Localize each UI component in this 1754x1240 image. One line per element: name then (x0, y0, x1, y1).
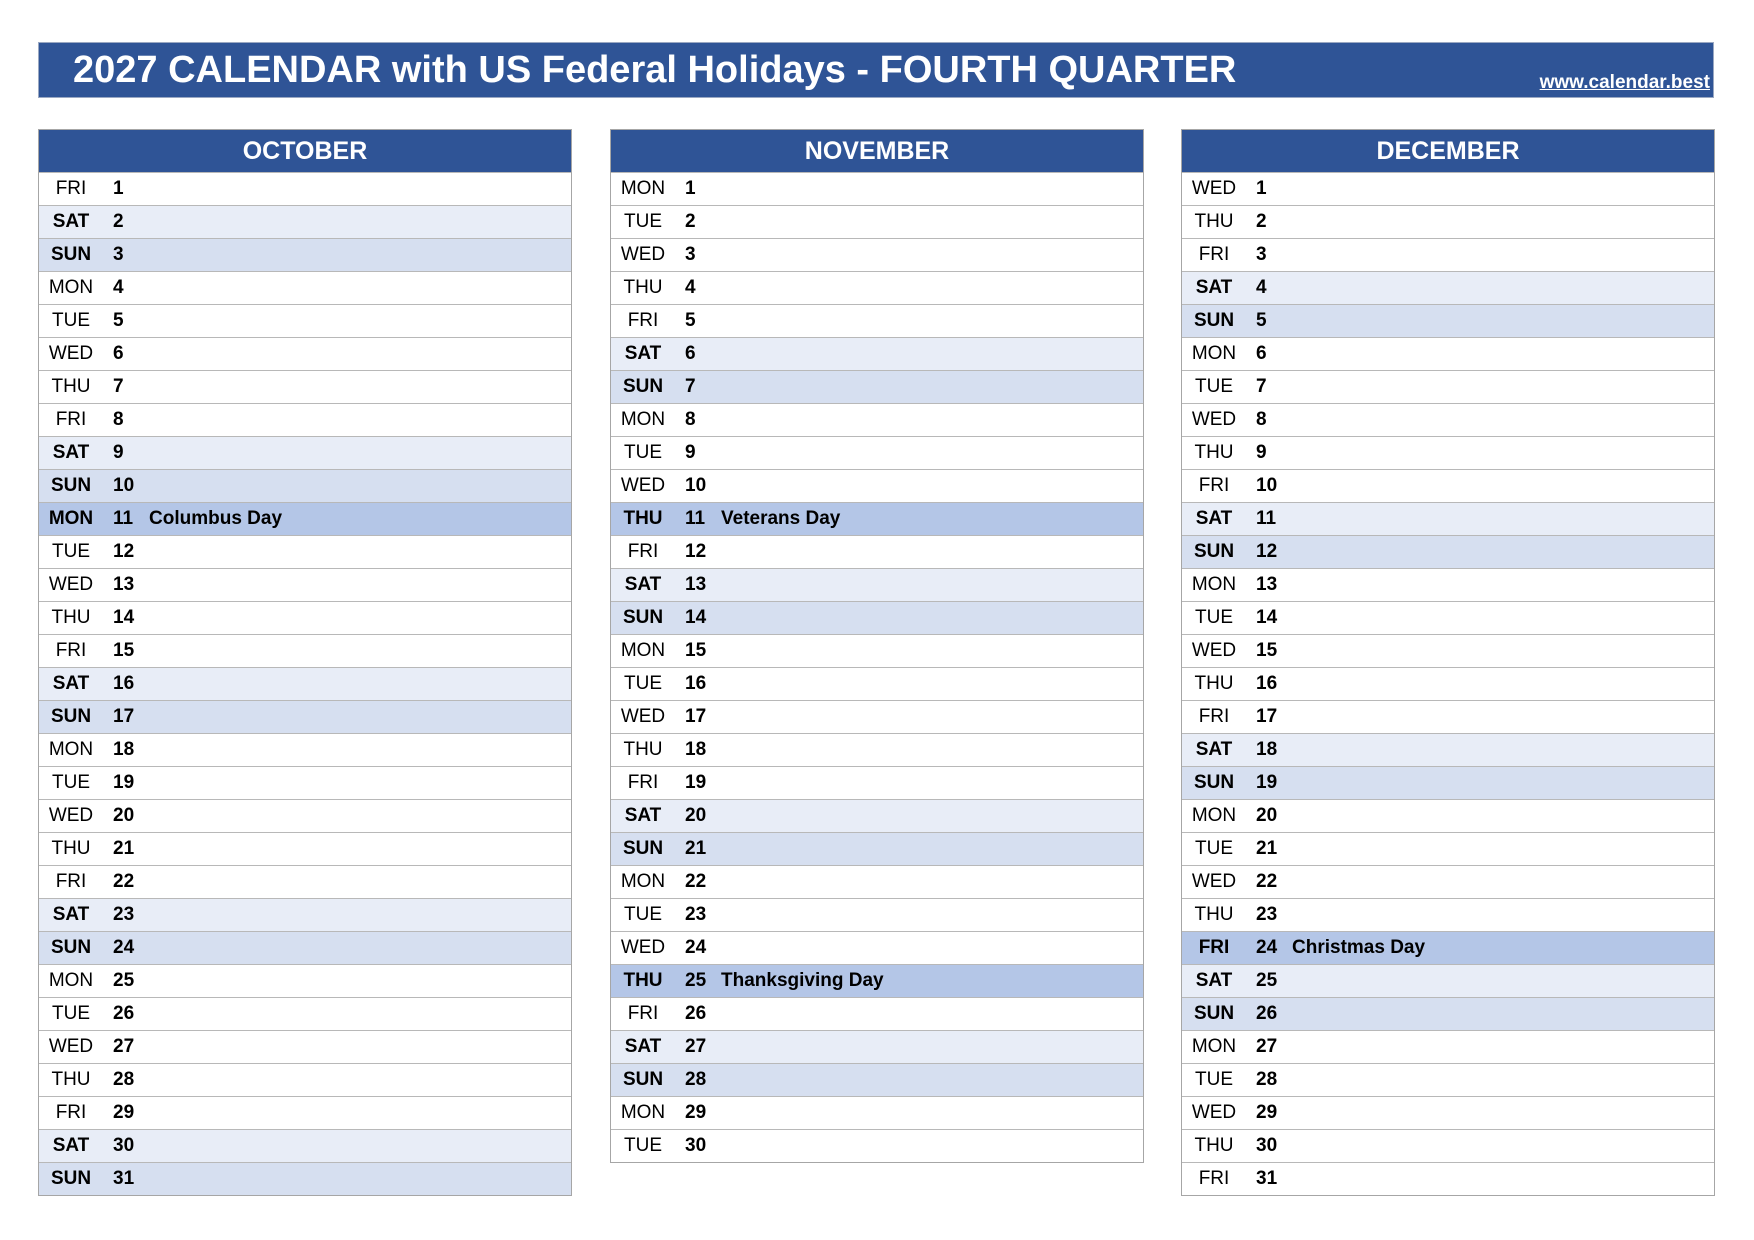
day-of-week: MON (48, 508, 94, 529)
day-row (39, 1063, 571, 1096)
day-number: 3 (685, 244, 696, 265)
day-of-week: SUN (1193, 541, 1235, 562)
holiday-name: Columbus Day (149, 508, 283, 529)
day-row (39, 766, 571, 799)
day-of-week: SAT (52, 442, 90, 463)
day-row (1182, 832, 1714, 865)
day-row (611, 898, 1143, 931)
day-of-week: MON (620, 640, 666, 661)
day-number: 22 (1256, 871, 1278, 892)
day-of-week: FRI (55, 871, 87, 892)
day-row (1182, 1063, 1714, 1096)
day-number: 2 (1256, 211, 1267, 232)
day-of-week: MON (48, 970, 94, 991)
day-row (39, 403, 571, 436)
day-row (39, 205, 571, 238)
day-number: 28 (685, 1069, 707, 1090)
day-of-week: SUN (50, 706, 92, 727)
day-number: 1 (1256, 178, 1267, 199)
day-number: 22 (113, 871, 135, 892)
day-of-week: WED (48, 805, 94, 826)
day-row (611, 865, 1143, 898)
day-row (1182, 205, 1714, 238)
day-number: 23 (1256, 904, 1278, 925)
day-number: 3 (1256, 244, 1267, 265)
day-row (611, 601, 1143, 634)
day-row (39, 931, 571, 964)
day-number: 16 (1256, 673, 1278, 694)
month-header: NOVEMBER (611, 130, 1143, 172)
day-number: 9 (113, 442, 124, 463)
day-row (1182, 337, 1714, 370)
day-number: 20 (113, 805, 135, 826)
day-row (1182, 1129, 1714, 1162)
day-number: 21 (685, 838, 707, 859)
day-number: 28 (113, 1069, 135, 1090)
day-row (39, 535, 571, 568)
day-row (611, 832, 1143, 865)
day-row (39, 172, 571, 205)
day-number: 8 (1256, 409, 1267, 430)
day-row (39, 436, 571, 469)
day-number: 15 (113, 640, 135, 661)
day-of-week: SAT (1195, 970, 1233, 991)
day-number: 4 (1256, 277, 1267, 298)
month-december (1181, 129, 1715, 1196)
day-number: 5 (1256, 310, 1267, 331)
day-number: 20 (685, 805, 707, 826)
day-number: 18 (685, 739, 707, 760)
day-number: 8 (685, 409, 696, 430)
day-of-week: SAT (624, 343, 662, 364)
day-of-week: SUN (50, 937, 92, 958)
day-of-week: MON (620, 871, 666, 892)
day-row (1182, 535, 1714, 568)
day-number: 30 (685, 1135, 707, 1156)
day-of-week: TUE (1195, 1069, 1233, 1090)
day-row (39, 370, 571, 403)
day-number: 28 (1256, 1069, 1278, 1090)
day-of-week: THU (51, 376, 91, 397)
day-of-week: WED (1191, 640, 1237, 661)
day-number: 4 (685, 277, 696, 298)
day-of-week: FRI (627, 310, 659, 331)
day-of-week: FRI (1198, 244, 1230, 265)
day-number: 6 (113, 343, 124, 364)
day-row (39, 964, 571, 997)
day-row (39, 601, 571, 634)
holiday-row (1182, 931, 1714, 964)
month-october (38, 129, 572, 1196)
day-of-week: WED (1191, 178, 1237, 199)
day-row (611, 271, 1143, 304)
day-number: 24 (685, 937, 707, 958)
day-number: 14 (685, 607, 707, 628)
day-row (39, 898, 571, 931)
day-row (1182, 997, 1714, 1030)
day-of-week: FRI (1198, 937, 1230, 958)
day-row (611, 436, 1143, 469)
day-row (611, 1030, 1143, 1063)
day-row (611, 337, 1143, 370)
day-of-week: FRI (55, 178, 87, 199)
day-row (611, 799, 1143, 832)
day-number: 6 (1256, 343, 1267, 364)
day-number: 14 (113, 607, 135, 628)
day-of-week: MON (1191, 574, 1237, 595)
day-of-week: MON (620, 178, 666, 199)
day-of-week: THU (1194, 673, 1234, 694)
day-row (1182, 238, 1714, 271)
day-of-week: WED (620, 706, 666, 727)
day-list (611, 172, 1143, 1162)
day-number: 29 (1256, 1102, 1278, 1123)
day-number: 20 (1256, 805, 1278, 826)
day-row (611, 733, 1143, 766)
month-header: DECEMBER (1182, 130, 1714, 172)
day-row (39, 667, 571, 700)
day-row (611, 766, 1143, 799)
day-of-week: WED (48, 574, 94, 595)
day-number: 27 (1256, 1036, 1278, 1057)
day-of-week: THU (623, 508, 663, 529)
day-number: 9 (685, 442, 696, 463)
day-of-week: FRI (627, 1003, 659, 1024)
day-of-week: MON (1191, 343, 1237, 364)
day-of-week: SUN (1193, 1003, 1235, 1024)
day-row (1182, 568, 1714, 601)
day-number: 18 (1256, 739, 1278, 760)
day-row (39, 1129, 571, 1162)
day-row (39, 799, 571, 832)
day-of-week: THU (623, 970, 663, 991)
day-of-week: THU (1194, 904, 1234, 925)
page-title: 2027 CALENDAR with US Federal Holidays - FOURTH QUARTER (73, 49, 1237, 91)
day-of-week: WED (48, 1036, 94, 1057)
day-of-week: THU (1194, 211, 1234, 232)
day-number: 9 (1256, 442, 1267, 463)
day-row (1182, 403, 1714, 436)
day-of-week: TUE (624, 211, 662, 232)
day-of-week: TUE (52, 541, 90, 562)
day-of-week: TUE (624, 1135, 662, 1156)
day-of-week: SUN (622, 376, 664, 397)
day-of-week: FRI (55, 640, 87, 661)
day-number: 25 (113, 970, 135, 991)
day-number: 14 (1256, 607, 1278, 628)
day-of-week: MON (620, 1102, 666, 1123)
day-number: 6 (685, 343, 696, 364)
day-number: 27 (685, 1036, 707, 1057)
day-of-week: SAT (52, 1135, 90, 1156)
day-of-week: WED (1191, 871, 1237, 892)
day-number: 21 (1256, 838, 1278, 859)
day-of-week: WED (620, 244, 666, 265)
month-header: OCTOBER (39, 130, 571, 172)
day-row (1182, 634, 1714, 667)
day-row (1182, 898, 1714, 931)
day-row (39, 634, 571, 667)
day-number: 18 (113, 739, 135, 760)
day-row (39, 1030, 571, 1063)
day-row (39, 238, 571, 271)
day-row (611, 238, 1143, 271)
day-of-week: WED (48, 343, 94, 364)
day-of-week: FRI (55, 409, 87, 430)
day-row (1182, 172, 1714, 205)
day-number: 16 (113, 673, 135, 694)
day-number: 13 (1256, 574, 1278, 595)
day-row (1182, 1162, 1714, 1195)
day-number: 13 (113, 574, 135, 595)
day-row (611, 568, 1143, 601)
day-number: 26 (685, 1003, 707, 1024)
day-of-week: THU (623, 277, 663, 298)
day-of-week: MON (48, 739, 94, 760)
day-of-week: THU (623, 739, 663, 760)
day-of-week: TUE (52, 772, 90, 793)
holiday-row (611, 964, 1143, 997)
day-number: 25 (1256, 970, 1278, 991)
day-of-week: THU (51, 838, 91, 859)
day-number: 1 (113, 178, 124, 199)
day-number: 11 (1256, 508, 1277, 529)
day-number: 2 (113, 211, 124, 232)
day-row (1182, 865, 1714, 898)
day-number: 24 (113, 937, 135, 958)
day-row (1182, 304, 1714, 337)
day-number: 3 (113, 244, 124, 265)
day-row (39, 304, 571, 337)
day-number: 27 (113, 1036, 135, 1057)
day-row (39, 997, 571, 1030)
holiday-row (39, 502, 571, 535)
day-number: 30 (113, 1135, 135, 1156)
day-number: 19 (1256, 772, 1278, 793)
day-number: 30 (1256, 1135, 1278, 1156)
day-of-week: SAT (1195, 277, 1233, 298)
day-number: 29 (685, 1102, 707, 1123)
day-row (39, 700, 571, 733)
day-row (1182, 601, 1714, 634)
month-november (610, 129, 1144, 1163)
day-list (39, 172, 571, 1195)
day-row (1182, 469, 1714, 502)
holiday-name: Thanksgiving Day (721, 970, 884, 991)
day-of-week: FRI (627, 541, 659, 562)
day-of-week: WED (1191, 1102, 1237, 1123)
day-of-week: THU (1194, 442, 1234, 463)
day-of-week: SUN (50, 475, 92, 496)
day-number: 19 (113, 772, 135, 793)
day-row (611, 997, 1143, 1030)
day-number: 23 (685, 904, 707, 925)
day-number: 31 (1256, 1168, 1278, 1189)
day-number: 17 (1256, 706, 1278, 727)
day-number: 5 (685, 310, 696, 331)
day-row (1182, 733, 1714, 766)
day-number: 21 (113, 838, 135, 859)
day-of-week: MON (1191, 1036, 1237, 1057)
day-row (39, 733, 571, 766)
day-of-week: FRI (55, 1102, 87, 1123)
holiday-name: Veterans Day (721, 508, 841, 529)
day-row (39, 865, 571, 898)
day-of-week: TUE (52, 310, 90, 331)
day-number: 26 (1256, 1003, 1278, 1024)
day-number: 1 (685, 178, 696, 199)
day-number: 7 (1256, 376, 1267, 397)
day-number: 25 (685, 970, 707, 991)
day-of-week: SAT (1195, 508, 1233, 529)
day-row (39, 1096, 571, 1129)
day-number: 12 (685, 541, 707, 562)
day-row (39, 271, 571, 304)
day-number: 29 (113, 1102, 135, 1123)
day-row (611, 667, 1143, 700)
day-row (1182, 502, 1714, 535)
day-row (611, 1063, 1143, 1096)
day-row (1182, 1030, 1714, 1063)
day-number: 11 (113, 508, 134, 529)
day-row (611, 1096, 1143, 1129)
day-row (39, 832, 571, 865)
day-number: 2 (685, 211, 696, 232)
day-number: 23 (113, 904, 135, 925)
day-of-week: WED (620, 475, 666, 496)
day-of-week: SUN (622, 607, 664, 628)
day-number: 13 (685, 574, 707, 595)
day-of-week: FRI (1198, 475, 1230, 496)
day-of-week: SUN (1193, 772, 1235, 793)
site-link[interactable]: www.calendar.best (1539, 72, 1710, 93)
day-of-week: SUN (622, 838, 664, 859)
day-number: 5 (113, 310, 124, 331)
day-number: 10 (1256, 475, 1278, 496)
day-of-week: WED (620, 937, 666, 958)
day-of-week: SAT (624, 1036, 662, 1057)
day-of-week: SAT (52, 211, 90, 232)
day-number: 10 (113, 475, 135, 496)
day-of-week: TUE (1195, 838, 1233, 859)
day-row (611, 1129, 1143, 1162)
day-of-week: THU (51, 607, 91, 628)
day-number: 7 (685, 376, 696, 397)
day-number: 17 (685, 706, 707, 727)
day-of-week: SAT (52, 904, 90, 925)
day-of-week: TUE (1195, 607, 1233, 628)
day-number: 31 (113, 1168, 135, 1189)
day-number: 10 (685, 475, 707, 496)
day-row (611, 469, 1143, 502)
day-row (1182, 766, 1714, 799)
day-of-week: SAT (1195, 739, 1233, 760)
day-of-week: THU (51, 1069, 91, 1090)
day-row (611, 304, 1143, 337)
day-number: 7 (113, 376, 124, 397)
day-of-week: SUN (622, 1069, 664, 1090)
day-of-week: SUN (1193, 310, 1235, 331)
day-row (39, 469, 571, 502)
day-number: 22 (685, 871, 707, 892)
day-number: 4 (113, 277, 124, 298)
day-number: 26 (113, 1003, 135, 1024)
day-row (611, 931, 1143, 964)
day-of-week: FRI (627, 772, 659, 793)
day-of-week: MON (1191, 805, 1237, 826)
day-of-week: THU (1194, 1135, 1234, 1156)
day-of-week: FRI (1198, 1168, 1230, 1189)
day-number: 15 (1256, 640, 1278, 661)
day-row (1182, 370, 1714, 403)
day-row (1182, 436, 1714, 469)
day-of-week: SAT (624, 574, 662, 595)
day-number: 24 (1256, 937, 1278, 958)
day-number: 16 (685, 673, 707, 694)
day-row (611, 370, 1143, 403)
day-row (611, 700, 1143, 733)
day-of-week: SUN (50, 1168, 92, 1189)
day-number: 17 (113, 706, 135, 727)
day-of-week: SAT (52, 673, 90, 694)
day-of-week: SAT (624, 805, 662, 826)
day-of-week: TUE (1195, 376, 1233, 397)
day-of-week: TUE (624, 442, 662, 463)
holiday-name: Christmas Day (1292, 937, 1426, 958)
day-row (1182, 964, 1714, 997)
day-number: 12 (113, 541, 135, 562)
day-row (611, 205, 1143, 238)
day-number: 15 (685, 640, 707, 661)
day-number: 12 (1256, 541, 1278, 562)
day-number: 11 (685, 508, 706, 529)
day-of-week: TUE (52, 1003, 90, 1024)
day-row (1182, 700, 1714, 733)
day-row (39, 337, 571, 370)
day-of-week: SUN (50, 244, 92, 265)
holiday-row (611, 502, 1143, 535)
day-of-week: TUE (624, 673, 662, 694)
title-bar (38, 42, 1714, 98)
day-row (611, 634, 1143, 667)
day-of-week: TUE (624, 904, 662, 925)
day-row (611, 535, 1143, 568)
day-of-week: MON (48, 277, 94, 298)
day-row (1182, 667, 1714, 700)
day-row (1182, 271, 1714, 304)
day-list (1182, 172, 1714, 1195)
day-row (39, 568, 571, 601)
day-number: 8 (113, 409, 124, 430)
day-row (1182, 1096, 1714, 1129)
day-number: 19 (685, 772, 707, 793)
day-row (611, 172, 1143, 205)
day-of-week: MON (620, 409, 666, 430)
day-of-week: FRI (1198, 706, 1230, 727)
day-row (39, 1162, 571, 1195)
day-row (611, 403, 1143, 436)
day-of-week: WED (1191, 409, 1237, 430)
day-row (1182, 799, 1714, 832)
